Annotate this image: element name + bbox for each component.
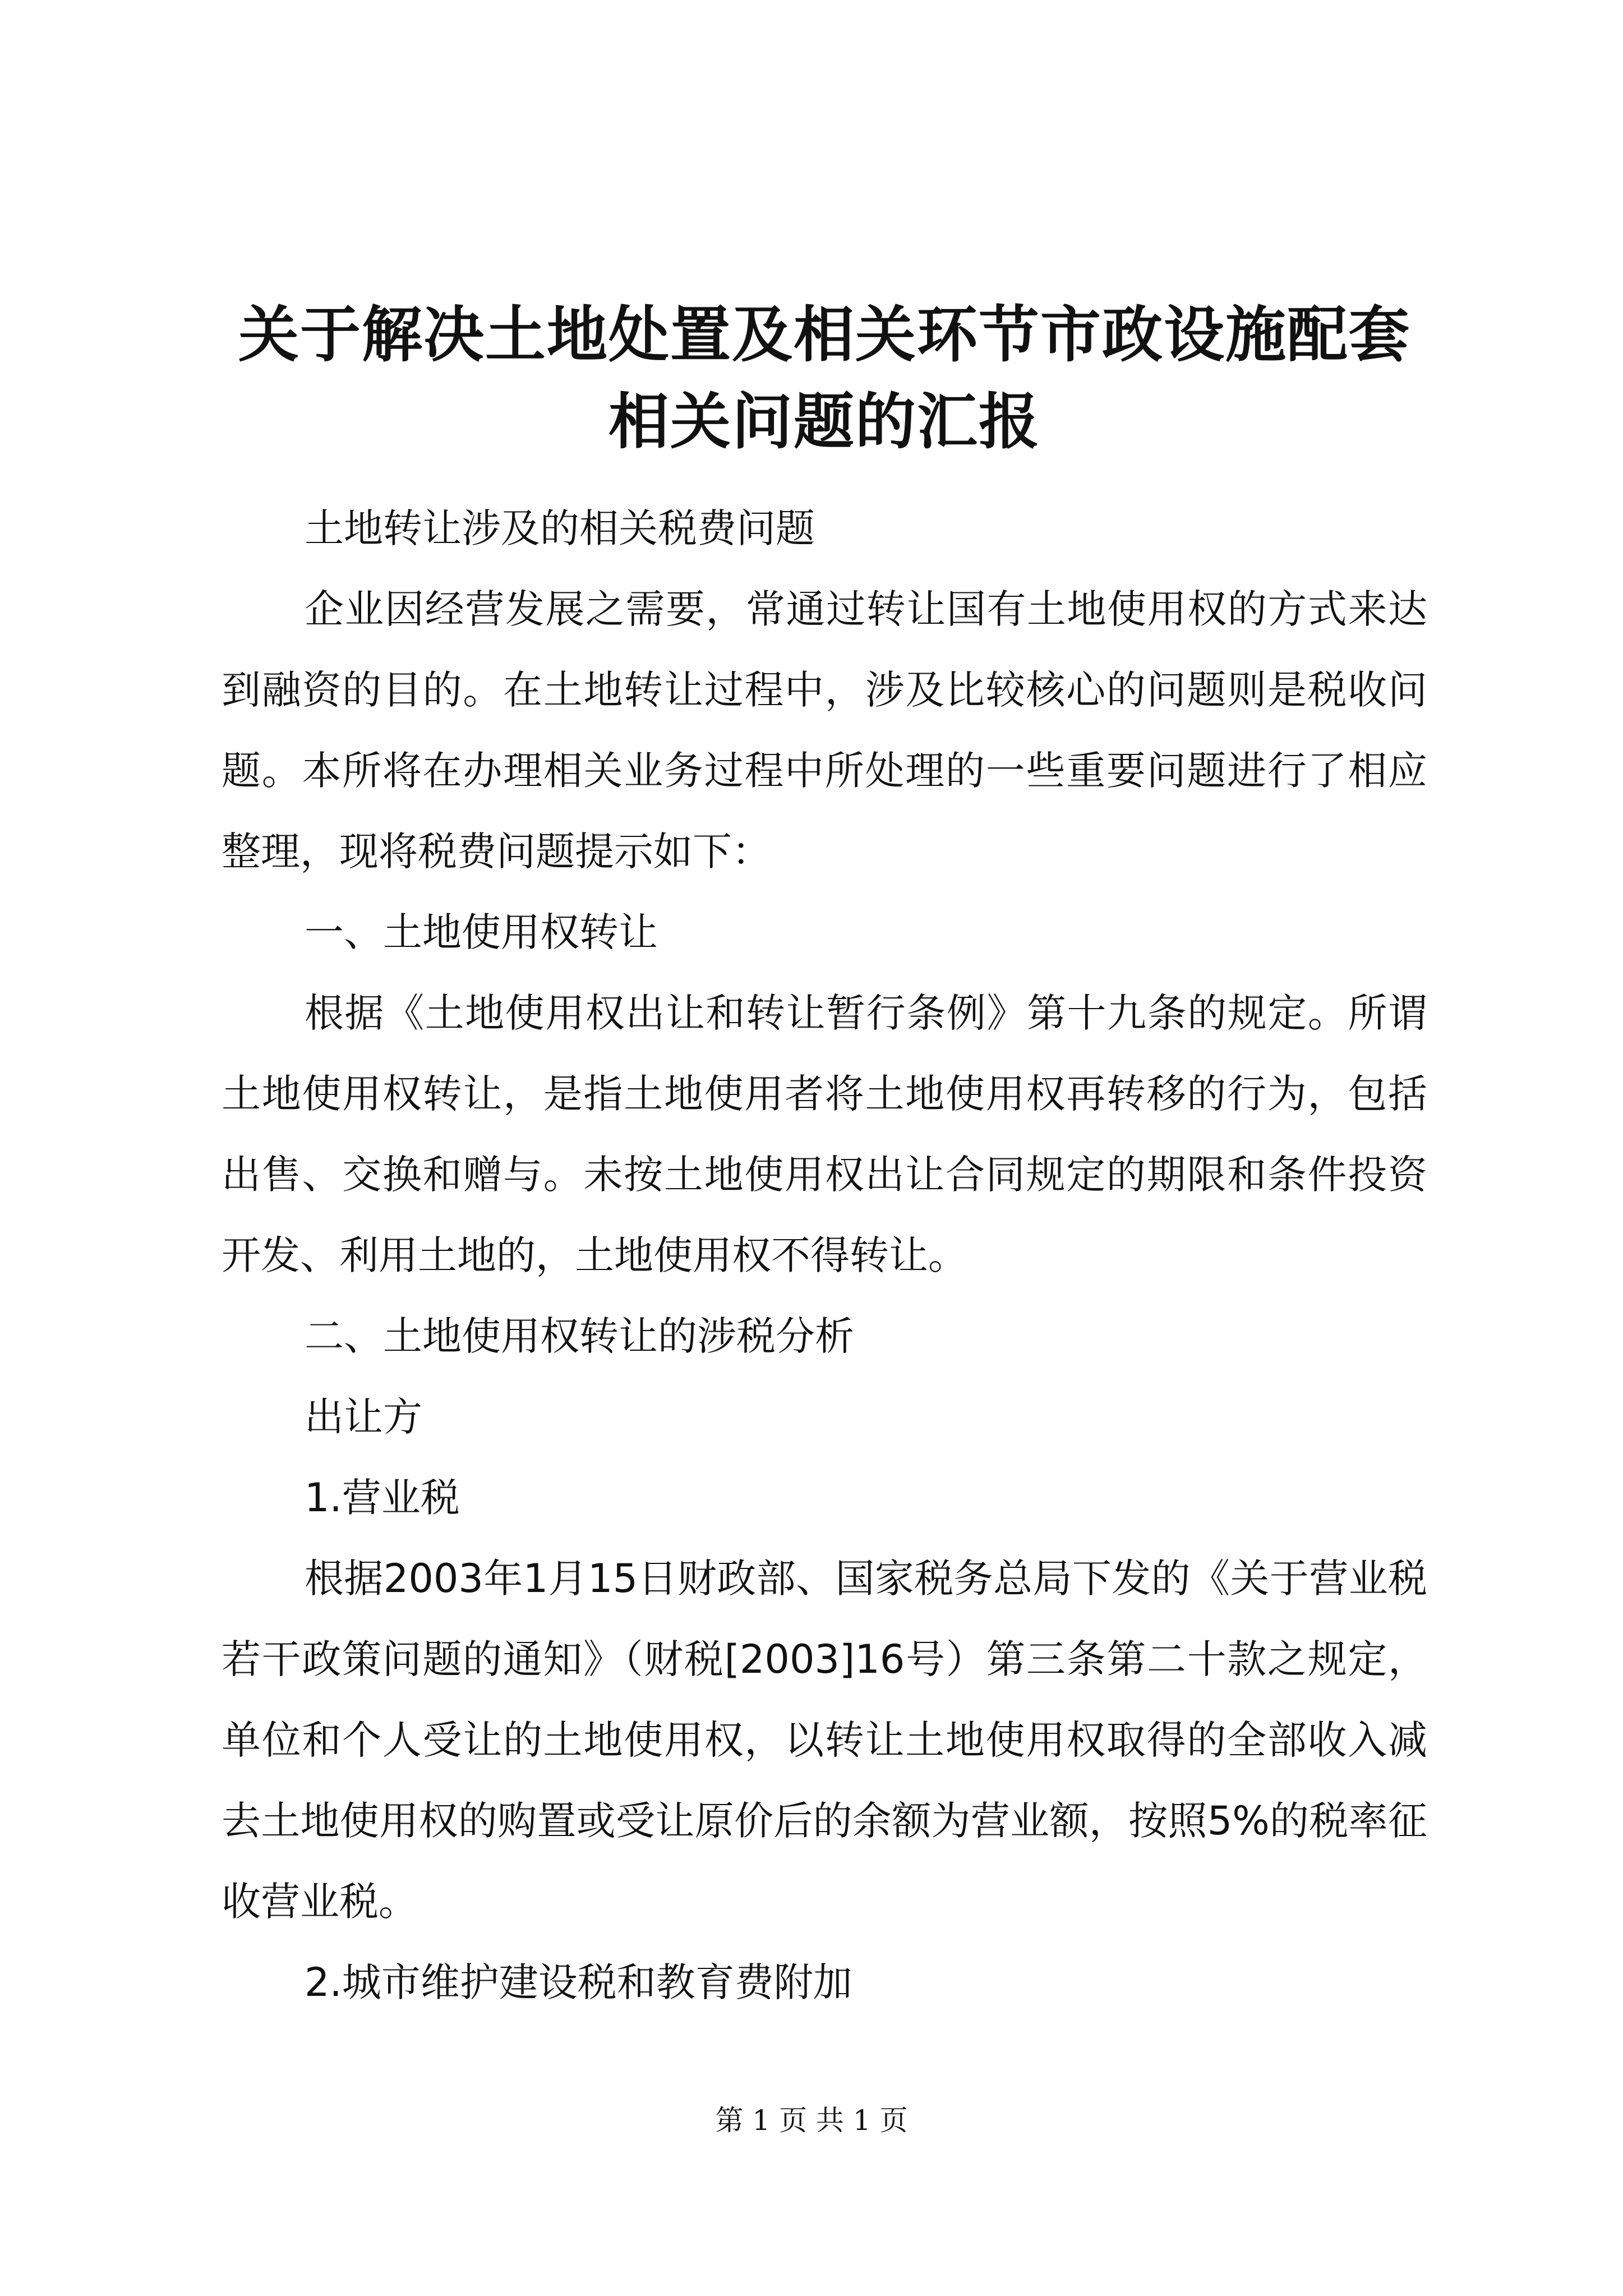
paragraph-business-tax: 根据2003年1月15日财政部、国家税务总局下发的《关于营业税若干政策问题的通知》（财税[2003]16号）第三条第二十款之规定，单位和个人受让的土地使用权，以转让土地使用权取得的全部收入减去土地使用权的购置或受让原价后的余额为营业额，按照5%的税率征收营业税。	[222, 1556, 1427, 1925]
section-heading-tax-analysis: 二、土地使用权转让的涉税分析	[305, 1313, 854, 1359]
paragraph-intro: 企业因经营发展之需要，常通过转让国有土地使用权的方式来达到融资的目的。在土地转让过程中，涉及比较核心的问题则是税收问题。本所将在办理相关业务过程中所处理的一些重要问题进行了相应整理，现将税费问题提示如下：	[222, 586, 1427, 875]
paragraph-land-transfer-definition: 根据《土地使用权出让和转让暂行条例》第十九条的规定。所谓土地使用权转让，是指土地使用者将土地使用权再转移的行为，包括出售、交换和赠与。未按土地使用权出让合同规定的期限和条件投资开发、利用土地的，土地使用权不得转让。	[222, 990, 1427, 1278]
subheading-business-tax: 1.营业税	[305, 1475, 460, 1521]
document-body	[222, 488, 1427, 2023]
subheading-transferor: 出让方	[305, 1394, 422, 1440]
section-heading-tax-issues: 土地转让涉及的相关税费问题	[305, 505, 815, 551]
subheading-urban-maintenance-tax: 2.城市维护建设税和教育费附加	[305, 1959, 852, 2005]
page-footer: 第 1 页 共 1 页	[715, 2104, 908, 2137]
document-title: 关于解决土地处置及相关环节市政设施配套相关问题的汇报	[238, 300, 1410, 457]
document-content	[222, 292, 1427, 2023]
section-heading-land-transfer: 一、土地使用权转让	[305, 909, 658, 955]
